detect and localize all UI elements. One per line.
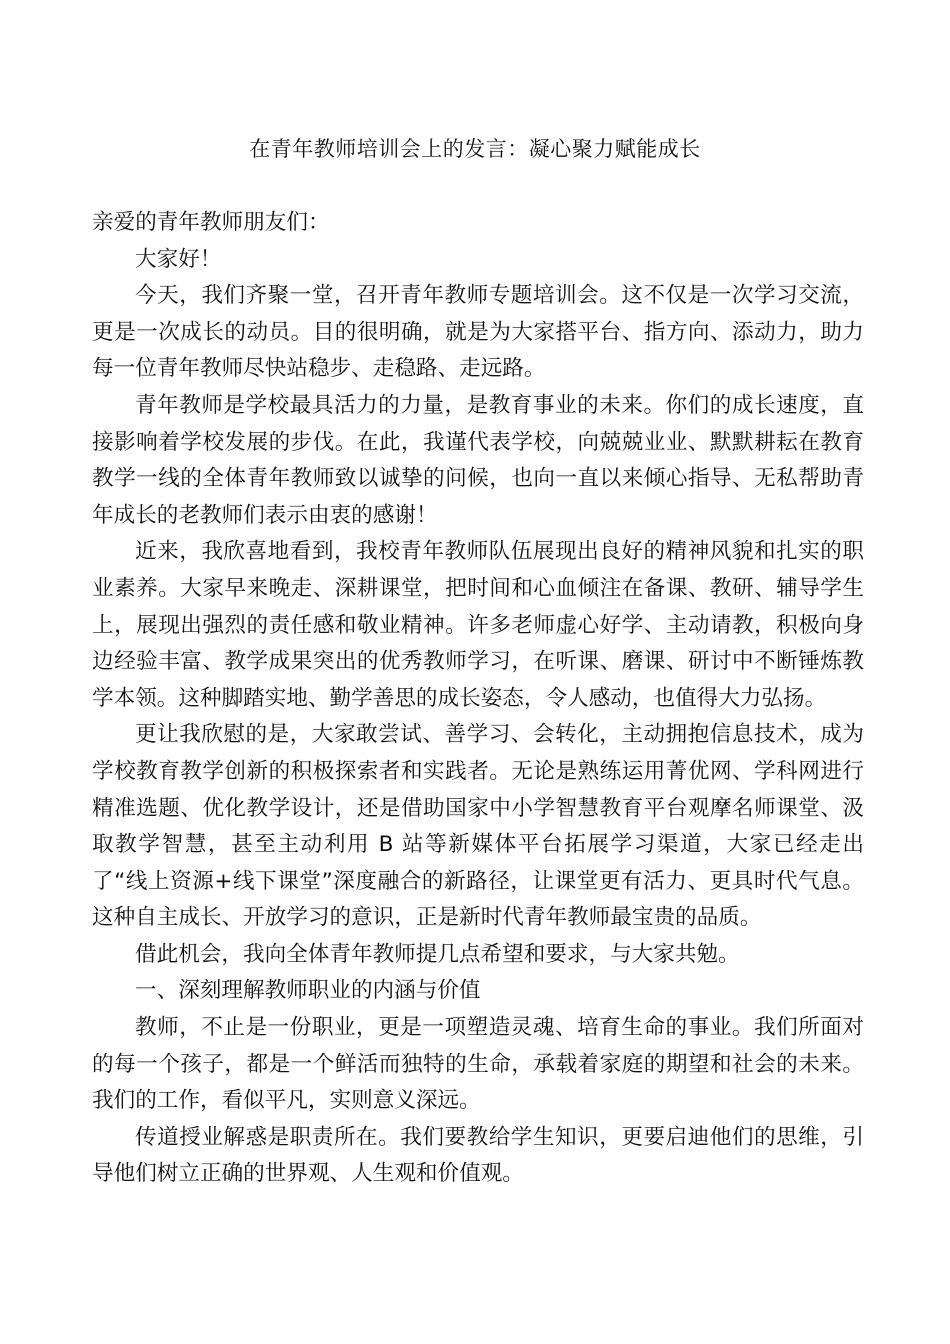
paragraph-1: 今天，我们齐聚一堂，召开青年教师专题培训会。这不仅是一次学习交流，更是一次成长的动员。目的很明确，就是为大家搭平台、指方向、添动力，助力每一位青年教师尽快站稳步、走稳路、走远路。	[92, 283, 864, 382]
paragraph-6: 教师，不止是一份职业，更是一项塑造灵魂、培育生命的事业。我们所面对的每一个孩子，都是一个鲜活而独特的生命，承载着家庭的期望和社会的未来。我们的工作，看似平凡，实则意义深远。	[92, 1015, 864, 1114]
section-heading-1: 一、深刻理解教师职业的内涵与价值	[135, 978, 481, 1004]
paragraph-5: 借此机会，我向全体青年教师提几点希望和要求，与大家共勉。	[135, 941, 740, 967]
document-title: 在青年教师培训会上的发言：凝心聚力赋能成长	[249, 137, 701, 161]
paragraph-7: 传道授业解惑是职责所在。我们要教给学生知识，更要启迪他们的思维，引导他们树立正确的世界观、人生观和价值观。	[92, 1124, 864, 1187]
greeting: 大家好！	[135, 246, 222, 272]
paragraph-3: 近来，我欣喜地看到，我校青年教师队伍展现出良好的精神风貌和扎实的职业素养。大家早来晚走、深耕课堂，把时间和心血倾注在备课、教研、辅导学生上，展现出强烈的责任感和敬业精神。许多老师虚心好学、主动请教，积极向身边经验丰富、教学成果突出的优秀教师学习，在听课、磨课、研讨中不断锤炼教学本领。这种脚踏实地、勤学善思的成长姿态，令人感动，也值得大力弘扬。	[92, 539, 864, 711]
paragraph-2: 青年教师是学校最具活力的力量，是教育事业的未来。你们的成长速度，直接影响着学校发展的步伐。在此，我谨代表学校，向兢兢业业、默默耕耘在教育教学一线的全体青年教师致以诚挚的问候，也向一直以来倾心指导、无私帮助青年成长的老教师们表示由衷的感谢！	[92, 392, 864, 528]
paragraph-4: 更让我欣慰的是，大家敢尝试、善学习、会转化，主动拥抱信息技术，成为学校教育教学创新的积极探索者和实践者。无论是熟练运用菁优网、学科网进行精准选题、优化教学设计，还是借助国家中小学智慧教育平台观摩名师课堂、汲取教学智慧，甚至主动利用 B 站等新媒体平台拓展学习渠道，大家已经走出了“线上资源+线下课堂”深度融合的新路径，让课堂更有活力、更具时代气息。这种自主成长、开放学习的意识，正是新时代青年教师最宝贵的品质。	[92, 722, 864, 931]
document-body	[92, 205, 864, 1193]
salutation: 亲爱的青年教师朋友们：	[92, 210, 330, 235]
